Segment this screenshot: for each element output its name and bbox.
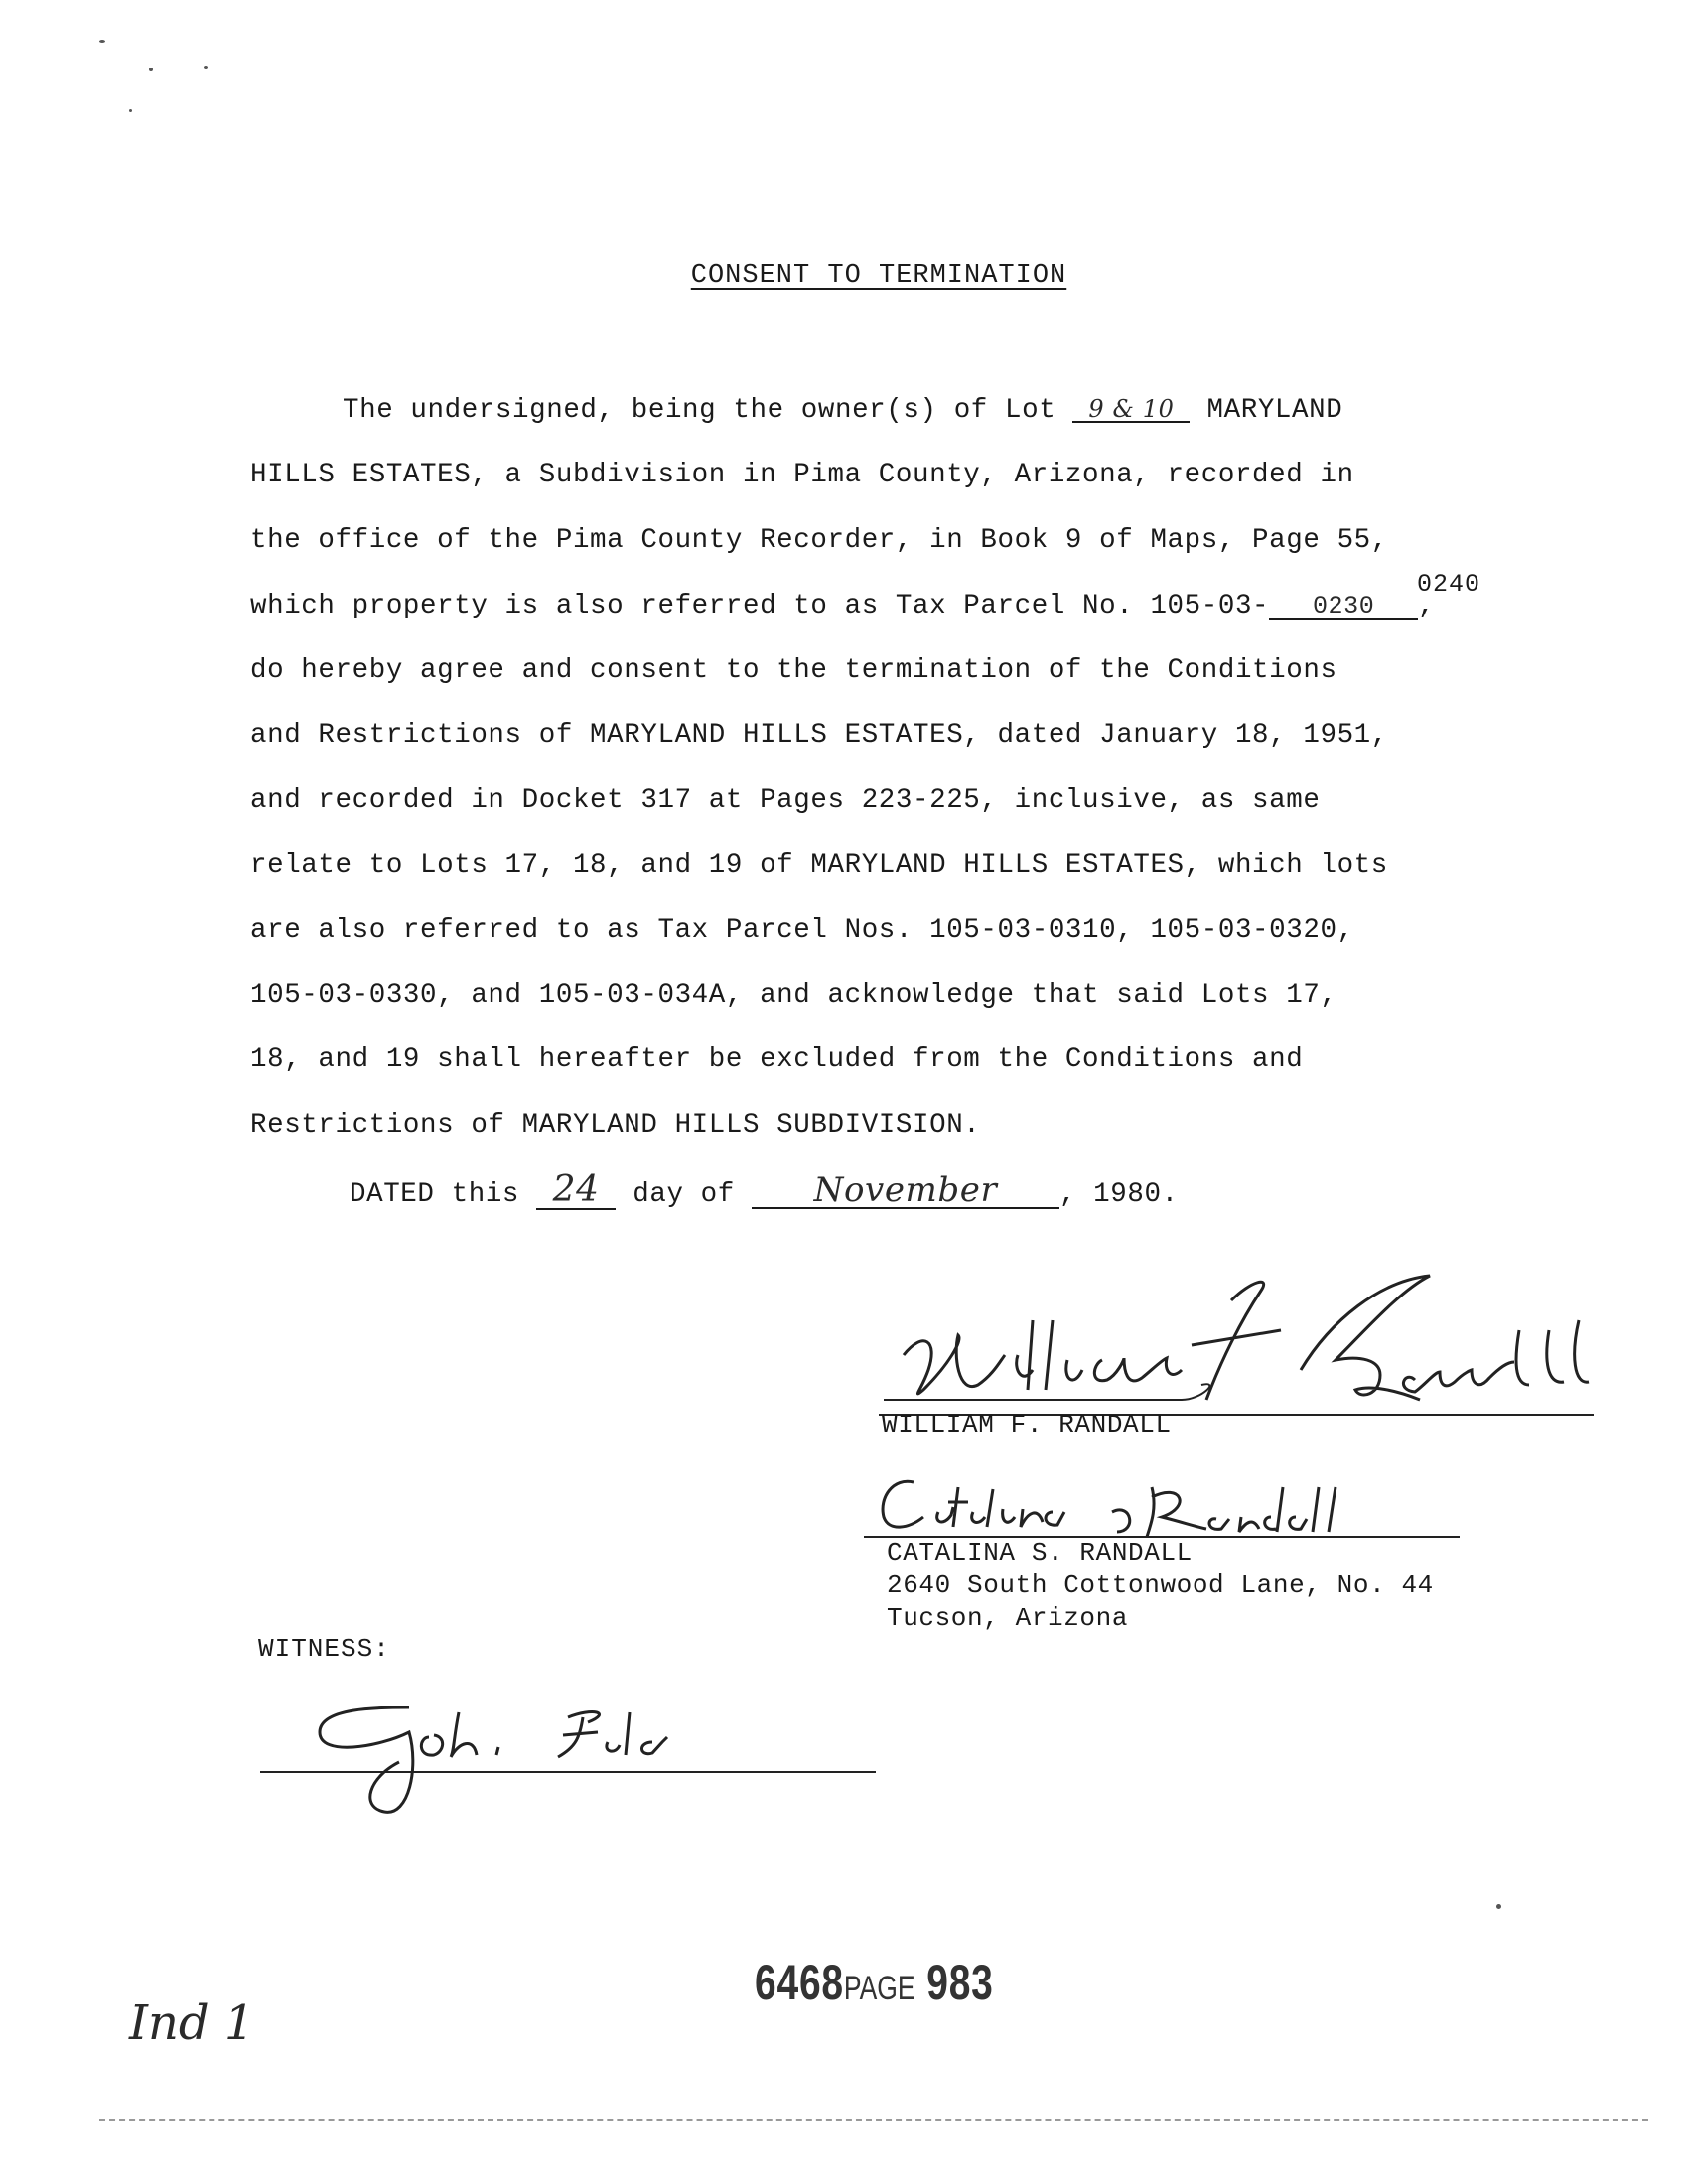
- document-title: CONSENT TO TERMINATION: [690, 261, 1067, 291]
- body-line-12: Restrictions of MARYLAND HILLS SUBDIVISION.: [250, 1110, 981, 1141]
- body-line-8: relate to Lots 17, 18, and 19 of MARYLAND HILLS ESTATES, which lots: [250, 850, 1388, 881]
- catalina-randall-signature: [854, 1467, 1470, 1547]
- page-label: PAGE: [843, 1970, 915, 2007]
- scan-speck: [204, 66, 208, 69]
- scan-speck: [149, 68, 153, 71]
- body-line-11: 18, and 19 shall hereafter be excluded from the Conditions and: [250, 1044, 1304, 1075]
- body-line-3: the office of the Pima County Recorder, in Book 9 of Maps, Page 55,: [250, 525, 1388, 556]
- witness-label: WITNESS:: [258, 1634, 390, 1664]
- body-line-1: The undersigned, being the owner(s) of Lot 9 & 10 MARYLAND: [343, 395, 1343, 426]
- scan-speck: [99, 40, 105, 43]
- body-line-7: and recorded in Docket 317 at Pages 223-225, inclusive, as same: [250, 785, 1321, 816]
- parcel-number-correction: 0240: [1417, 570, 1481, 599]
- scan-speck: [1496, 1904, 1501, 1909]
- scan-speck: [129, 109, 132, 112]
- dated-month-fill: November: [752, 1173, 1059, 1209]
- margin-note: Ind 1: [129, 1995, 255, 2051]
- body-line-10: 105-03-0330, and 105-03-034A, and acknowledge that said Lots 17,: [250, 980, 1337, 1011]
- dated-day-fill: 24: [536, 1172, 616, 1210]
- body-line-9: are also referred to as Tax Parcel Nos. 105-03-0310, 105-03-0320,: [250, 915, 1354, 946]
- body-line-4: which property is also referred to as Tax Parcel No. 105-03- 0230 ,: [250, 591, 1436, 621]
- signer-address-line-1: 2640 South Cottonwood Lane, No. 44: [887, 1570, 1434, 1600]
- parcel-number-fill: 0230: [1269, 594, 1418, 620]
- body-line-2: HILLS ESTATES, a Subdivision in Pima County, Arizona, recorded in: [250, 460, 1354, 490]
- lot-number-fill: 9 & 10: [1072, 397, 1190, 423]
- signer-address-line-2: Tucson, Arizona: [887, 1603, 1129, 1633]
- docket-number: 6468: [755, 1955, 844, 2010]
- page-number: 983: [926, 1955, 994, 2010]
- body-line-6: and Restrictions of MARYLAND HILLS ESTATES, dated January 18, 1951,: [250, 720, 1388, 751]
- signer-2-name: CATALINA S. RANDALL: [887, 1538, 1193, 1568]
- recording-stamp: [755, 1954, 994, 2011]
- dated-line: DATED this 24 day of November , 1980.: [350, 1169, 1179, 1210]
- witness-signature: [260, 1688, 886, 1827]
- signer-1-name: WILLIAM F. RANDALL: [882, 1410, 1172, 1439]
- scan-edge-line: [99, 2119, 1648, 2121]
- body-line-5: do hereby agree and consent to the termination of the Conditions: [250, 655, 1337, 686]
